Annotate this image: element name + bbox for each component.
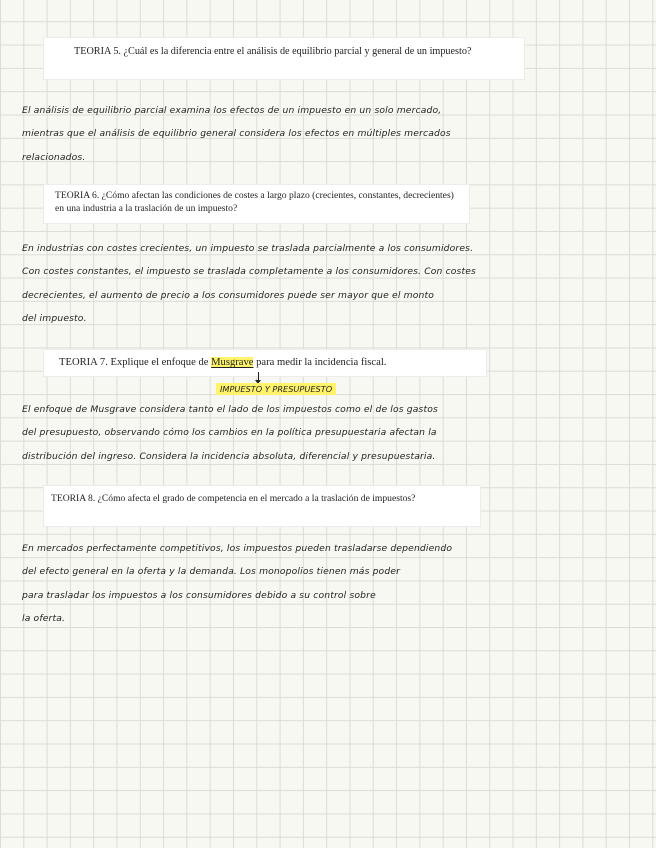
question-title-7-after: para medir la incidencia fiscal. xyxy=(253,357,387,368)
answer-8 xyxy=(22,537,452,630)
arrow-down-icon xyxy=(258,372,259,383)
answer-8-line-4: la oferta. xyxy=(22,612,66,624)
answer-6-line-1: En industrias con costes crecientes, un impuesto se traslada parcialmente a los consumidores. xyxy=(22,243,474,254)
question-box-8 xyxy=(44,486,480,526)
answer-5-line-2: mientras que el análisis de equilibrio general considera los efectos en múltiples mercados xyxy=(22,128,451,140)
answer-7-line-3: distribución del ingreso. Considera la incidencia absoluta, diferencial y presupuestaria. xyxy=(22,450,436,462)
question-title-5: TEORIA 5. ¿Cuál es la diferencia entre el análisis de equilibrio parcial y general de un impuesto? xyxy=(74,46,472,57)
question-box-5 xyxy=(44,38,524,79)
question-title-7 xyxy=(59,356,471,369)
answer-5 xyxy=(22,99,451,169)
answer-5-line-3: relacionados. xyxy=(22,151,86,163)
musgrave-highlight: Musgrave xyxy=(211,357,254,368)
answer-8-line-2: del efecto general en la oferta y la demanda. Los monopolios tienen más poder xyxy=(22,566,401,578)
question-title-8: TEORIA 8. ¿Cómo afecta el grado de competencia en el mercado a la traslación de impuestos? xyxy=(51,493,416,504)
answer-7 xyxy=(22,398,438,468)
question-title-7-before: TEORIA 7. Explique el enfoque de xyxy=(59,357,212,368)
answer-7-line-2: del presupuesto, observando cómo los cambios en la política presupuestaria afectan la xyxy=(22,427,437,439)
answer-8-line-1: En mercados perfectamente competitivos, los impuestos pueden trasladarse dependiendo xyxy=(22,543,453,554)
answer-6-line-2: Con costes constantes, el impuesto se traslada completamente a los consumidores. Con costes xyxy=(22,266,476,278)
highlight-note: IMPUESTO Y PRESUPUESTO xyxy=(216,383,336,395)
answer-6 xyxy=(22,237,476,330)
question-box-6 xyxy=(44,185,469,223)
answer-6-line-4: del impuesto. xyxy=(22,312,87,324)
answer-6-line-3: decrecientes, el aumento de precio a los consumidores puede ser mayor que el monto xyxy=(22,289,434,301)
question-title-6: TEORIA 6. ¿Cómo afectan las condiciones de costes a largo plazo (crecientes, constantes, decrecientes) en una industria a la traslación de un impuesto? xyxy=(55,190,454,214)
question-box-7 xyxy=(44,350,486,376)
answer-8-line-3: para trasladar los impuestos a los consumidores debido a su control sobre xyxy=(22,589,376,601)
answer-7-line-1: El enfoque de Musgrave considera tanto el lado de los impuestos como el de los gastos xyxy=(22,404,438,415)
answer-5-line-1: El análisis de equilibrio parcial examina los efectos de un impuesto en un solo mercado, xyxy=(22,105,442,116)
